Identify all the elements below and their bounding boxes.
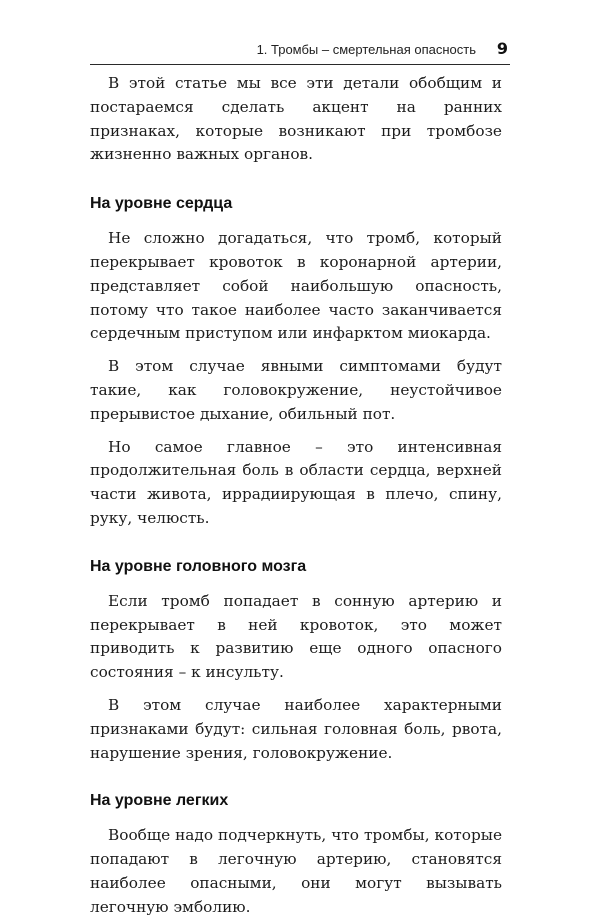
paragraph: Вообще надо подчеркнуть, что тромбы, которые попадают в легочную артерию, становятся наиболее опасными, они могут вызывать легочную эмболию.: [90, 826, 502, 916]
page-body: [90, 72, 502, 920]
running-title: 1. Тромбы – смертельная опасность: [256, 42, 476, 57]
page-number: 9: [496, 39, 508, 58]
paragraph: В этой статье мы все эти детали обобщим и постараемся сделать акцент на ранних признаках, которые возникают при тромбозе жизненно важных органов.: [90, 74, 502, 164]
page-header: [90, 38, 510, 65]
paragraph: Но самое главное – это интенсивная продолжительная боль в области сердца, верхней части живота, иррадиирующая в плечо, спину, руку, челюсть.: [90, 437, 502, 527]
paragraph: Не сложно догадаться, что тромб, который перекрывает кровоток в коронарной артерии, представляет собой наибольшую опасность, потому что такое наиболее часто заканчивается сердечным приступом или инфарктом миокарда.: [90, 229, 502, 343]
section-heading-heart: На уровне сердца: [90, 195, 233, 213]
paragraph: В этом случае явными симптомами будут такие, как головокружение, неустойчивое прерывистое дыхание, обильный пот.: [90, 357, 502, 423]
paragraph: Если тромб попадает в сонную артерию и перекрывает в ней кровоток, это может приводить к развитию еще одного опасного состояния – к инсульту.: [90, 591, 502, 682]
paragraph: В этом случае наиболее характерными признаками будут: сильная головная боль, рвота, нарушение зрения, головокружение.: [90, 695, 502, 762]
section-heading-brain: На уровне головного мозга: [90, 557, 307, 575]
section-heading-lungs: На уровне легких: [90, 792, 229, 810]
